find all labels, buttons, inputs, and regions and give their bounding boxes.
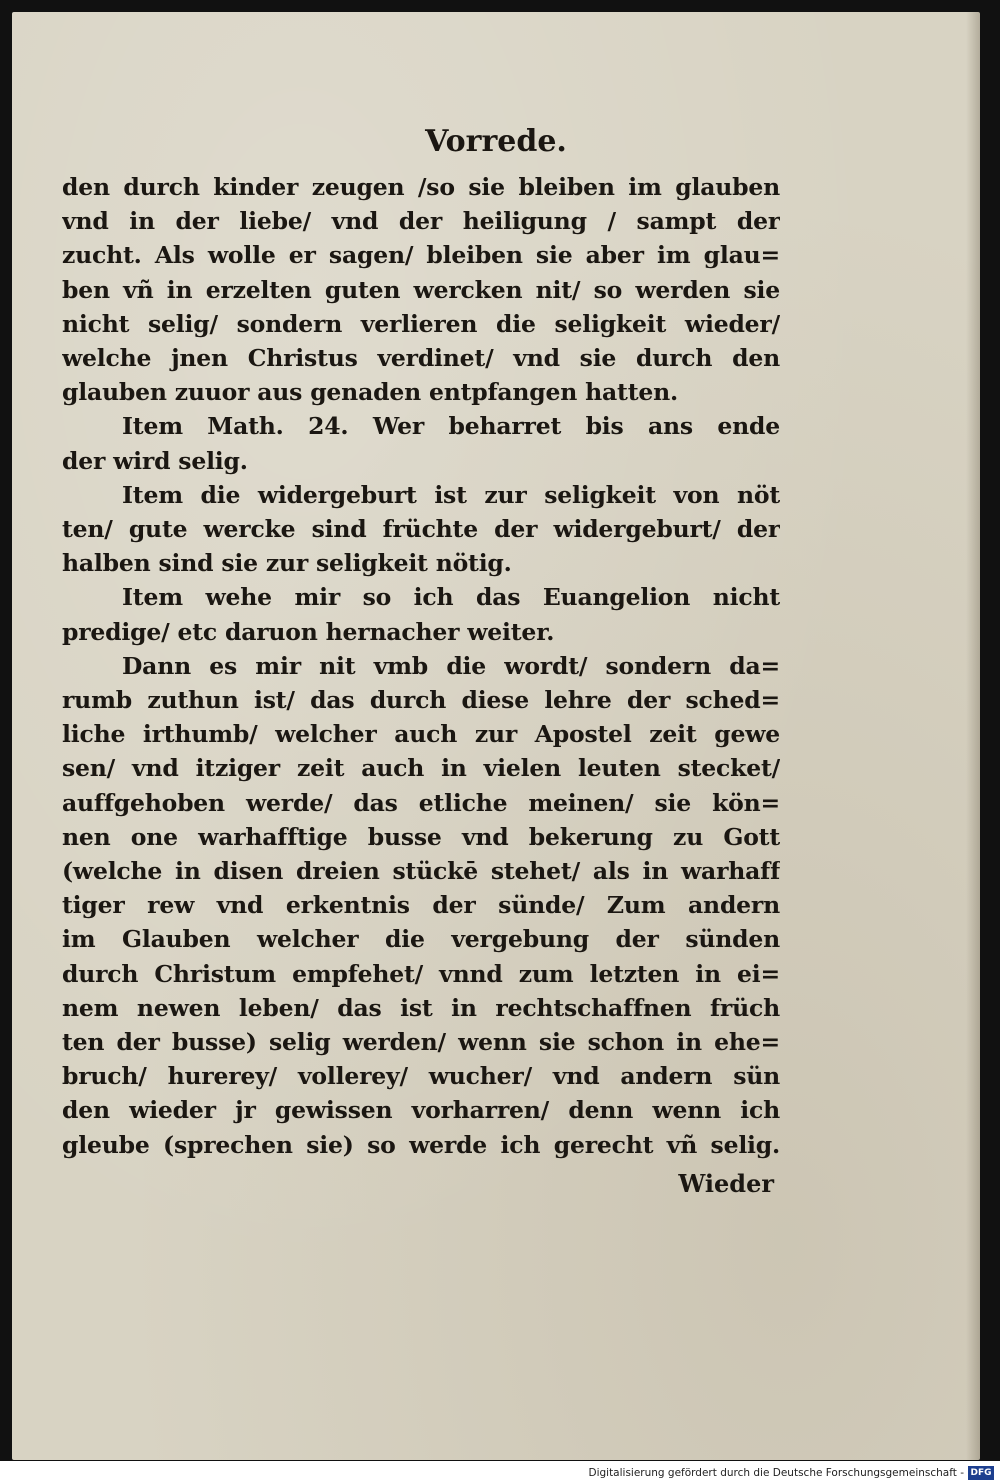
text-line: nen one warhafftige busse vnd bekerung zu Gott: [62, 822, 780, 851]
page-edge: [966, 12, 980, 1460]
text-line: den durch kinder zeugen /so sie bleiben im glauben: [62, 173, 780, 201]
catchword: Wieder: [678, 1169, 774, 1198]
text-line: zucht. Als wolle er sagen/ bleiben sie aber im glau=: [62, 241, 780, 270]
text-line: (welche in disen dreien stückē stehet/ als in warhaff: [62, 857, 780, 886]
text-line: Item die widergeburt ist zur seligkeit von nöt: [122, 480, 780, 509]
text-line: der wird selig.: [62, 446, 248, 475]
text-line: nem newen leben/ das ist in rechtschaffnen früch: [62, 993, 780, 1022]
text-line: Item Math. 24. Wer beharret bis ans ende: [122, 412, 780, 441]
text-line: glauben zuuor aus genaden entpfangen hatten.: [62, 378, 678, 407]
text-line: tiger rew vnd erkentnis der sünde/ Zum andern: [62, 891, 780, 920]
text-line: vnd in der liebe/ vnd der heiligung / sampt der: [62, 207, 780, 236]
text-line: welche jnen Christus verdinet/ vnd sie durch den: [62, 344, 780, 373]
text-line: sen/ vnd itziger zeit auch in vielen leuten stecket/: [62, 754, 780, 783]
text-line: liche irthumb/ welcher auch zur Apostel zeit gewe: [62, 720, 780, 749]
running-head: Vorrede.: [425, 124, 567, 159]
footer-bar: [0, 1461, 1000, 1483]
funding-notice: Digitalisierung gefördert durch die Deutsche Forschungsgemeinschaft -: [588, 1467, 964, 1479]
dfg-logo-icon: DFG: [968, 1466, 994, 1480]
text-line: durch Christum empfehet/ vnnd zum letzten in ei=: [62, 959, 780, 988]
text-line: bruch/ hurerey/ vollerey/ wucher/ vnd andern sün: [62, 1062, 780, 1091]
text-line: predige/ etc daruon hernacher weiter.: [62, 617, 555, 646]
text-block: [62, 170, 780, 1162]
text-line: ben vñ in erzelten guten wercken nit/ so werden sie: [62, 275, 780, 304]
text-line: ten/ gute wercke sind früchte der widergeburt/ der: [62, 515, 780, 544]
text-line: ten der busse) selig werden/ wenn sie schon in ehe=: [62, 1028, 780, 1057]
text-line: halben sind sie zur seligkeit nötig.: [62, 549, 512, 578]
text-line: im Glauben welcher die vergebung der sünden: [62, 925, 780, 954]
text-line: gleube (sprechen sie) so werde ich gerecht vñ selig.: [62, 1130, 780, 1159]
text-line: auffgehoben werde/ das etliche meinen/ sie kön=: [62, 788, 780, 817]
text-line: nicht selig/ sondern verlieren die seligkeit wieder/: [62, 309, 780, 338]
text-line: Dann es mir nit vmb die wordt/ sondern da=: [122, 651, 780, 680]
text-line: rumb zuthun ist/ das durch diese lehre der sched=: [62, 686, 780, 715]
text-line: Item wehe mir so ich das Euangelion nicht: [122, 583, 780, 612]
text-line: den wieder jr gewissen vorharren/ denn wenn ich: [62, 1096, 780, 1125]
book-page: [12, 12, 980, 1460]
